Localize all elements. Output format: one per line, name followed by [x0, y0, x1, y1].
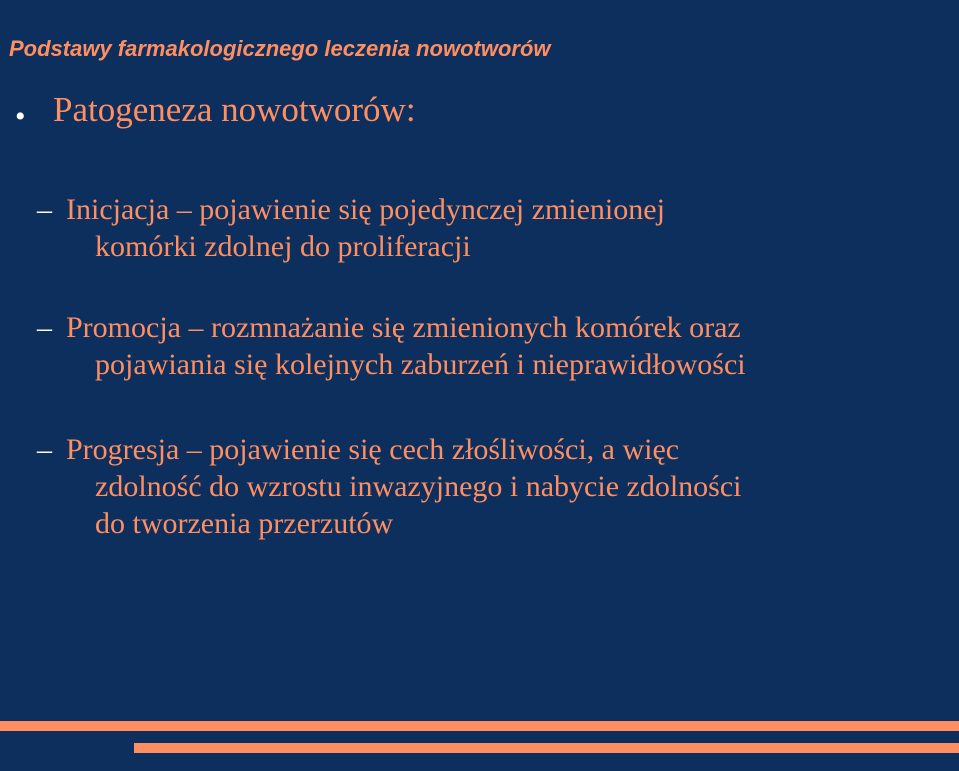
list-item-progresja: [37, 431, 937, 542]
list-item-promocja: [37, 309, 937, 383]
bullet-dot-icon: •: [15, 100, 26, 133]
dash-icon: –: [37, 193, 52, 226]
decorative-stripe-top: [0, 721, 959, 731]
list-item-inicjacja: [37, 191, 937, 265]
decorative-stripe-bottom: [134, 743, 959, 753]
list-item-line: zdolność do wzrostu inwazyjnego i nabycie zdolności: [95, 470, 742, 503]
list-item-line: pojawiania się kolejnych zaburzeń i nieprawidłowości: [95, 348, 746, 381]
list-item-line: Promocja – rozmnażanie się zmienionych komórek oraz: [66, 311, 741, 344]
list-item-line: Progresja – pojawienie się cech złośliwości, a więc: [66, 433, 680, 466]
slide-title: Podstawy farmakologicznego leczenia nowotworów: [9, 36, 551, 61]
dash-icon: –: [37, 311, 52, 344]
list-item-line: do tworzenia przerzutów: [95, 507, 394, 540]
dash-icon: –: [37, 433, 52, 466]
list-item-line: Inicjacja – pojawienie się pojedynczej zmienionej: [66, 193, 665, 226]
list-item-line: komórki zdolnej do proliferacji: [95, 230, 471, 263]
section-heading: Patogeneza nowotworów:: [53, 90, 416, 129]
